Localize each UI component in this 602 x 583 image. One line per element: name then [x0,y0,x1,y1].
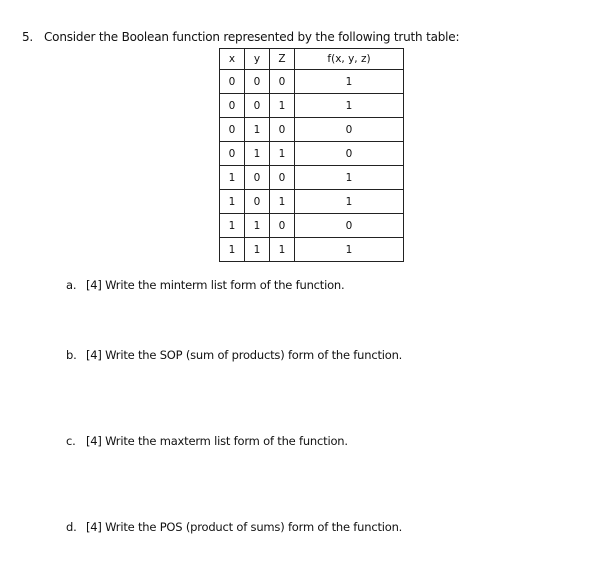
cell-y: 1 [245,142,270,166]
cell-x: 1 [220,166,245,190]
part-d [66,520,402,534]
cell-z: 0 [270,118,295,142]
table-row [220,238,404,262]
header-f: f(x, y, z) [295,49,404,70]
part-a [66,278,344,292]
part-c-text: [4] Write the maxterm list form of the function. [86,434,348,448]
truth-table [219,48,404,262]
cell-x: 1 [220,190,245,214]
cell-z: 1 [270,142,295,166]
cell-f: 1 [295,166,404,190]
cell-x: 0 [220,142,245,166]
cell-f: 1 [295,70,404,94]
cell-x: 0 [220,118,245,142]
cell-y: 1 [245,238,270,262]
cell-y: 0 [245,166,270,190]
question-5 [22,30,459,44]
cell-y: 1 [245,214,270,238]
part-c-letter: c. [66,434,76,448]
cell-f: 0 [295,142,404,166]
question-number: 5. [22,30,34,44]
cell-z: 0 [270,70,295,94]
table-row [220,190,404,214]
part-c [66,434,348,448]
cell-z: 1 [270,190,295,214]
part-b-letter: b. [66,348,77,362]
header-z: Z [270,49,295,70]
truth-table-header-row [220,49,404,70]
cell-y: 0 [245,70,270,94]
header-x: x [220,49,245,70]
cell-f: 1 [295,238,404,262]
cell-z: 1 [270,238,295,262]
cell-y: 0 [245,94,270,118]
part-d-letter: d. [66,520,77,534]
cell-f: 1 [295,94,404,118]
part-b-text: [4] Write the SOP (sum of products) form of the function. [86,348,403,362]
table-row [220,70,404,94]
cell-f: 0 [295,214,404,238]
cell-z: 1 [270,94,295,118]
table-row [220,94,404,118]
table-row [220,214,404,238]
header-y: y [245,49,270,70]
table-row [220,166,404,190]
part-b [66,348,402,362]
part-a-letter: a. [66,278,77,292]
cell-f: 1 [295,190,404,214]
cell-x: 1 [220,238,245,262]
cell-z: 0 [270,166,295,190]
part-a-text: [4] Write the minterm list form of the function. [86,278,345,292]
cell-y: 0 [245,190,270,214]
cell-y: 1 [245,118,270,142]
cell-z: 0 [270,214,295,238]
question-text: Consider the Boolean function represented by the following truth table: [44,30,460,44]
cell-f: 0 [295,118,404,142]
cell-x: 0 [220,94,245,118]
cell-x: 0 [220,70,245,94]
part-d-text: [4] Write the POS (product of sums) form of the function. [86,520,403,534]
table-row [220,142,404,166]
table-row [220,118,404,142]
cell-x: 1 [220,214,245,238]
